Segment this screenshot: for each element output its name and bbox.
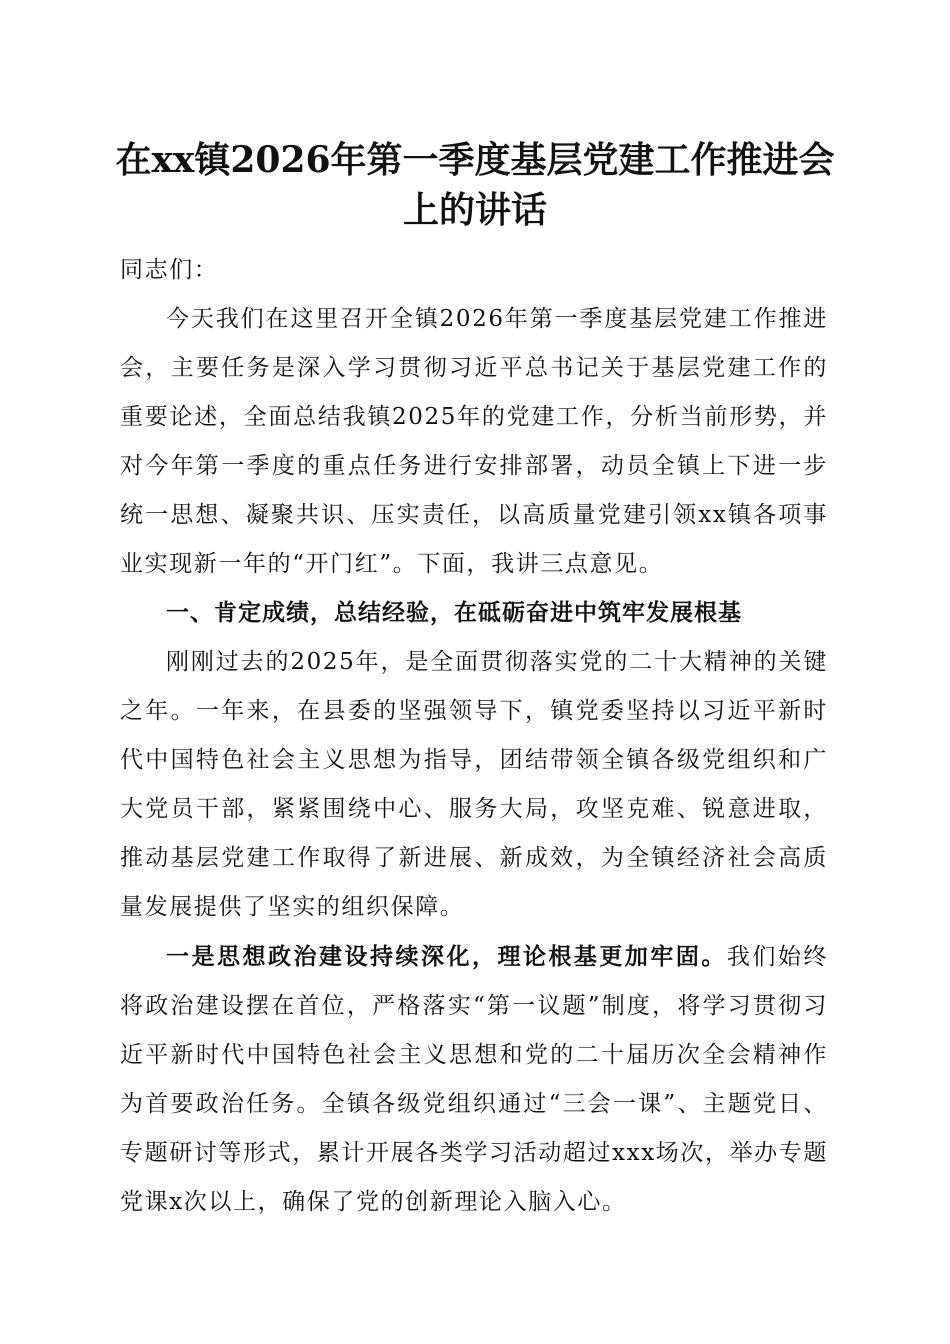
section-1-paragraph: 刚刚过去的2025年，是全面贯彻落实党的二十大精神的关键之年。一年来，在县委的坚强领导下，镇党委坚持以习近平新时代中国特色社会主义思想为指导，团结带领全镇各级党组织和广大党员干部，紧紧围绕中心、服务大局，攻坚克难、锐意进取，推动基层党建工作取得了新进展、新成效，为全镇经济社会高质量发展提供了坚实的组织保障。 <box>120 649 828 920</box>
point-1-text: 我们始终将政治建设摆在首位，严格落实“第一议题”制度，将学习贯彻习近平新时代中国特色社会主义思想和党的二十届历次全会精神作为首要政治任务。全镇各级党组织通过“三会一课”、主题党日、专题研讨等形式，累计开展各类学习活动超过xxx场次，举办专题党课x次以上，确保了党的创新理论入脑入心。 <box>120 944 828 1215</box>
title-line-2: 上的讲话 <box>402 189 547 231</box>
point-1-lead: 一是思想政治建设持续深化，理论根基更加牢固。 <box>166 943 727 970</box>
greeting: 同志们： <box>120 257 219 283</box>
document-title <box>100 135 850 235</box>
document-body <box>120 246 828 1227</box>
title-line-1: 在xx镇2026年第一季度基层党建工作推进会 <box>115 139 835 181</box>
section-heading-1: 一、肯定成绩，总结经验，在砥砺奋进中筑牢发展根基 <box>166 600 742 626</box>
point-1-paragraph <box>120 932 828 1227</box>
intro-paragraph: 今天我们在这里召开全镇2026年第一季度基层党建工作推进会，主要任务是深入学习贯彻习近平总书记关于基层党建工作的重要论述，全面总结我镇2025年的党建工作，分析当前形势，并对今年第一季度的重点任务进行安排部署，动员全镇上下进一步统一思想、凝聚共识、压实责任，以高质量党建引领xx镇各项事业实现新一年的“开门红”。下面，我讲三点意见。 <box>120 306 828 577</box>
